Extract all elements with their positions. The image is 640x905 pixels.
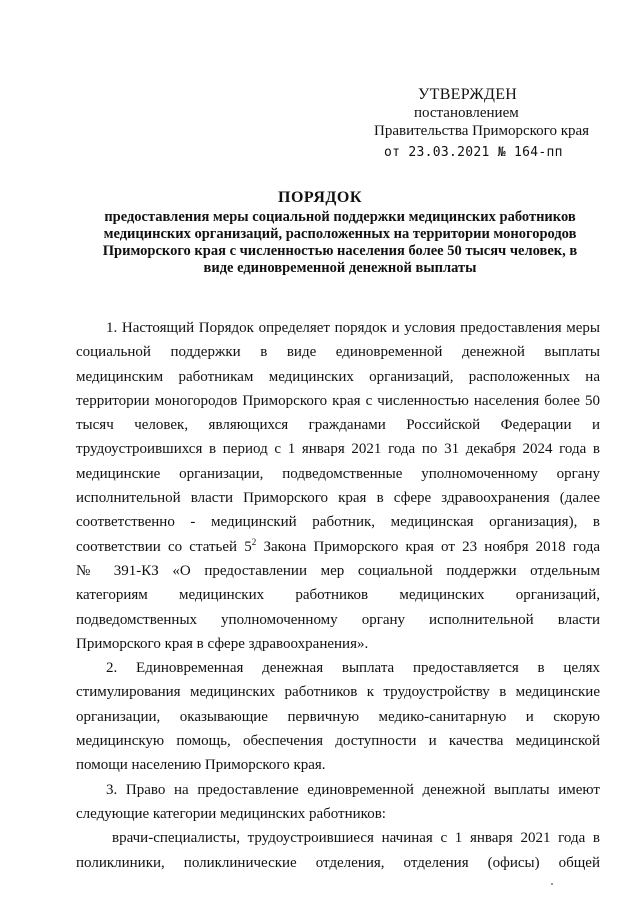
text-line: территории моногородов Приморского края с численностью населения более 50 [76, 392, 600, 409]
document-subtitle [80, 209, 600, 277]
approval-stamp [360, 86, 610, 162]
text-line: соответственно - медицинский работник, медицинская организация), в [76, 514, 600, 531]
text-line: врачи-специалисты, трудоустроившиеся начиная с 1 января 2021 года в [112, 830, 600, 847]
subtitle-line: предоставления меры социальной поддержки медицинских работников [104, 209, 576, 225]
paragraph-3 [76, 778, 600, 827]
text-line: Приморского края в сфере здравоохранения». [76, 635, 369, 652]
text-line: 1. Настоящий Порядок определяет порядок и условия предоставления меры [106, 320, 600, 336]
text-line: тысяч человек, являющихся гражданами Российской Федерации и [76, 417, 600, 434]
document-body [76, 316, 600, 875]
text-line: медицинским работникам медицинских организаций, расположенных на [76, 368, 600, 385]
approval-authority: Правительства Приморского края [374, 123, 590, 139]
text-line: стимулирования медицинских работников к трудоустройству в медицинские [76, 684, 600, 701]
text-fragment: соответствии со статьей 5 [76, 538, 252, 555]
text-line: медицинскую помощь, обеспечения доступности и качества медицинской [76, 733, 600, 750]
text-line: 3. Право на предоставление единовременной денежной выплаты имеют [106, 781, 600, 798]
text-line: подведомственных уполномоченному органу исполнительной власти [76, 611, 600, 628]
superscript: 2 [251, 536, 257, 547]
text-line: организации, оказывающие первичную медико-санитарную и скорую [76, 708, 600, 725]
text-line: социальной поддержки в виде единовременной денежной выплаты [76, 344, 600, 361]
text-line: следующие категории медицинских работников: [76, 805, 386, 822]
subtitle-line: медицинских организаций, расположенных на территории моногородов [103, 226, 577, 242]
text-line-with-superscript [76, 535, 600, 559]
scan-speck [551, 883, 553, 885]
paragraph-1 [76, 316, 600, 656]
paragraph-2 [76, 656, 600, 777]
document-title: ПОРЯДОК [278, 189, 362, 206]
text-line: трудоустроившихся в период с 1 января 2021 года по 31 декабря 2024 года в [76, 441, 600, 458]
approval-heading: УТВЕРЖДЕН [418, 86, 518, 103]
subtitle-line: виде единовременной денежной выплаты [203, 260, 477, 276]
text-fragment: Закона Приморского края от 23 ноября 2018 года [256, 538, 600, 555]
text-line: категориям медицинских работников медицинских организаций, [76, 587, 600, 604]
text-line: поликлиники, поликлинические отделения, отделения (офисы) общей [76, 854, 600, 871]
text-line: 2. Единовременная денежная выплата предоставляется в целях [106, 660, 600, 677]
text-line: исполнительной власти Приморского края в сфере здравоохранения (далее [76, 490, 600, 507]
text-line: медицинские организации, подведомственные уполномоченному органу [76, 465, 600, 482]
approval-by: постановлением [414, 105, 519, 121]
approval-date-number: от 23.03.2021 № 164-пп [384, 145, 563, 160]
paragraph-4 [76, 826, 600, 875]
text-line: помощи населению Приморского края. [76, 757, 326, 774]
subtitle-line: Приморского края с численностью населения более 50 тысяч человек, в [102, 243, 578, 259]
text-line: № 391-КЗ «О предоставлении мер социальной поддержки отдельным [76, 562, 600, 579]
